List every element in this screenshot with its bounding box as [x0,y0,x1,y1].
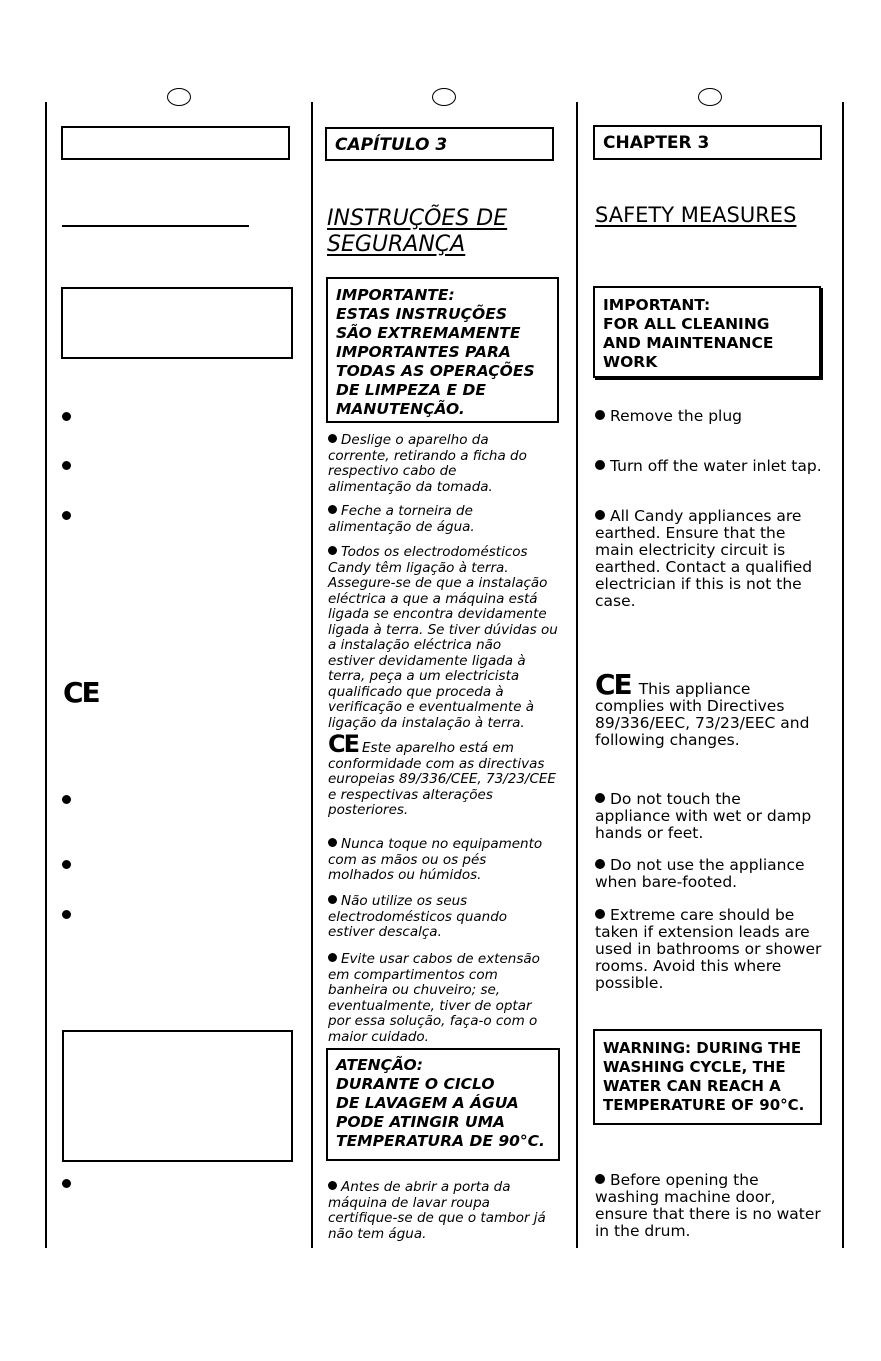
bullet-icon [595,1174,605,1184]
bullet-icon [595,793,605,803]
left-chapter-box [61,126,290,160]
text-line: IMPORTANTES PARA [336,343,511,361]
text-line: IMPORTANTE: [336,286,455,304]
ce-mark-icon: CE [595,668,631,701]
bullet-icon [595,460,605,470]
en-bullet-wet-hands: Do not touch the appliance with wet or damp hands or feet. [595,790,812,842]
text-line: ESTAS INSTRUÇÕES [336,305,507,323]
bullet-icon [328,895,337,904]
en-bullet-extension: Extreme care should be taken if extension leads are used in bathrooms or shower rooms. Avoid this where possible. [595,906,822,992]
en-warning-box [593,1029,822,1125]
pt-warning-text: ATENÇÃO: DURANTE O CICLO DE LAVAGEM A ÁGUA PODE ATINGIR UMA TEMPERATURA DE 90°C. [336,1056,545,1150]
text-line: TODAS AS OPERAÇÕES [336,362,535,380]
pt-section-title [327,206,507,258]
en-bullet-drum: Before opening the washing machine door, ensure that there is no water in the drum. [595,1171,821,1240]
left-title-rule [62,225,249,227]
language-circle-icon [167,88,191,106]
ce-mark-icon: CE [328,730,359,758]
en-bullet-unplug: Remove the plug [595,408,742,425]
left-important-box [61,287,293,359]
pt-bullet-tap: Feche a torneira de alimentação de água. [328,503,475,535]
bullet-icon [62,1179,71,1188]
en-important-box [593,286,821,378]
bullet-icon [328,434,337,443]
text-line: MANUTENÇÃO. [336,400,465,418]
en-bullet-barefoot: Do not use the appliance when bare-footed. [595,856,805,891]
pt-bullet-wet-hands: Nunca toque no equipamento com as mãos ou os pés molhados ou húmidos. [328,836,543,883]
en-ce-conformity: CE This appliance complies with Directives 89/336/EEC, 73/23/EEC and following changes. [595,668,810,749]
pt-title-line: INSTRUÇÕES DE [327,206,508,231]
language-circle-icon [432,88,456,106]
bullet-icon [328,505,337,514]
bullet-icon [328,546,337,555]
pt-important-text [328,279,557,419]
column-divider [576,102,578,1248]
bullet-icon [595,510,605,520]
bullet-icon [62,860,71,869]
pt-bullet-extension: Evite usar cabos de extensão em compartimentos com banheira ou chuveiro; se, eventualmente, tiver de optar por essa solução, faça-o com o maior cuidado. [328,951,540,1045]
column-divider [842,102,844,1248]
left-warning-box [62,1030,293,1162]
pt-chapter-box [325,127,554,161]
bullet-icon [595,859,605,869]
en-important-text: IMPORTANT: FOR ALL CLEANING AND MAINTENANCE WORK [603,296,774,371]
pt-important-box [326,277,559,423]
text-line: DE LIMPEZA E DE [336,381,486,399]
en-bullet-earthed: All Candy appliances are earthed. Ensure that the main electricity circuit is earthed. Contact a qualified electrician if this is not the case. [595,507,813,610]
bullet-icon [62,412,71,421]
text-line: SÃO EXTREMAMENTE [336,324,521,342]
pt-bullet-drum: Antes de abrir a porta da máquina de lavar roupa certifique-se de que o tambor já não tem água. [328,1179,546,1242]
pt-bullet-earthed: Todos os electrodomésticos Candy têm ligação à terra. Assegure-se de que a instalação eléctrica a que a máquina está ligada se encontra devidamente ligada à terra. Se tiver dúvidas ou a instalação eléctrica não estiver devidamente ligada à terra, peça a um electricista qualificado que proceda à verificação e eventualmente à ligação da instalação à terra. [328,544,558,731]
bullet-icon [62,795,71,804]
language-circle-icon [698,88,722,106]
en-warning-text: WARNING: DURING THE WASHING CYCLE, THE WATER CAN REACH A TEMPERATURE OF 90°C. [603,1039,805,1114]
column-divider [45,102,47,1248]
en-bullet-tap: Turn off the water inlet tap. [595,458,822,475]
pt-ce-conformity: CE Este aparelho está em conformidade com as directivas europeias 89/336/CEE, 73/23/CEE e respectivas alterações posteriores. [328,730,556,818]
pt-bullet-unplug: Deslige o aparelho da corrente, retirando a ficha do respectivo cabo de alimentação da tomada. [328,432,527,495]
bullet-icon [328,1181,337,1190]
pt-warning-box [326,1048,560,1161]
en-chapter-box [593,125,822,160]
bullet-icon [595,410,605,420]
bullet-icon [62,461,71,470]
bullet-icon [62,511,71,520]
en-section-title: SAFETY MEASURES [595,203,797,227]
bullet-icon [328,838,337,847]
bullet-icon [328,953,337,962]
bullet-icon [595,909,605,919]
ce-mark-icon: CE [63,676,99,709]
pt-title-line: SEGURANÇA [327,232,466,257]
pt-chapter-heading: CAPÍTULO 3 [335,135,448,155]
bullet-icon [62,910,71,919]
column-divider [311,102,313,1248]
pt-bullet-barefoot: Não utilize os seus electrodomésticos quando estiver descalça. [328,893,508,940]
en-chapter-heading: CHAPTER 3 [603,133,710,153]
